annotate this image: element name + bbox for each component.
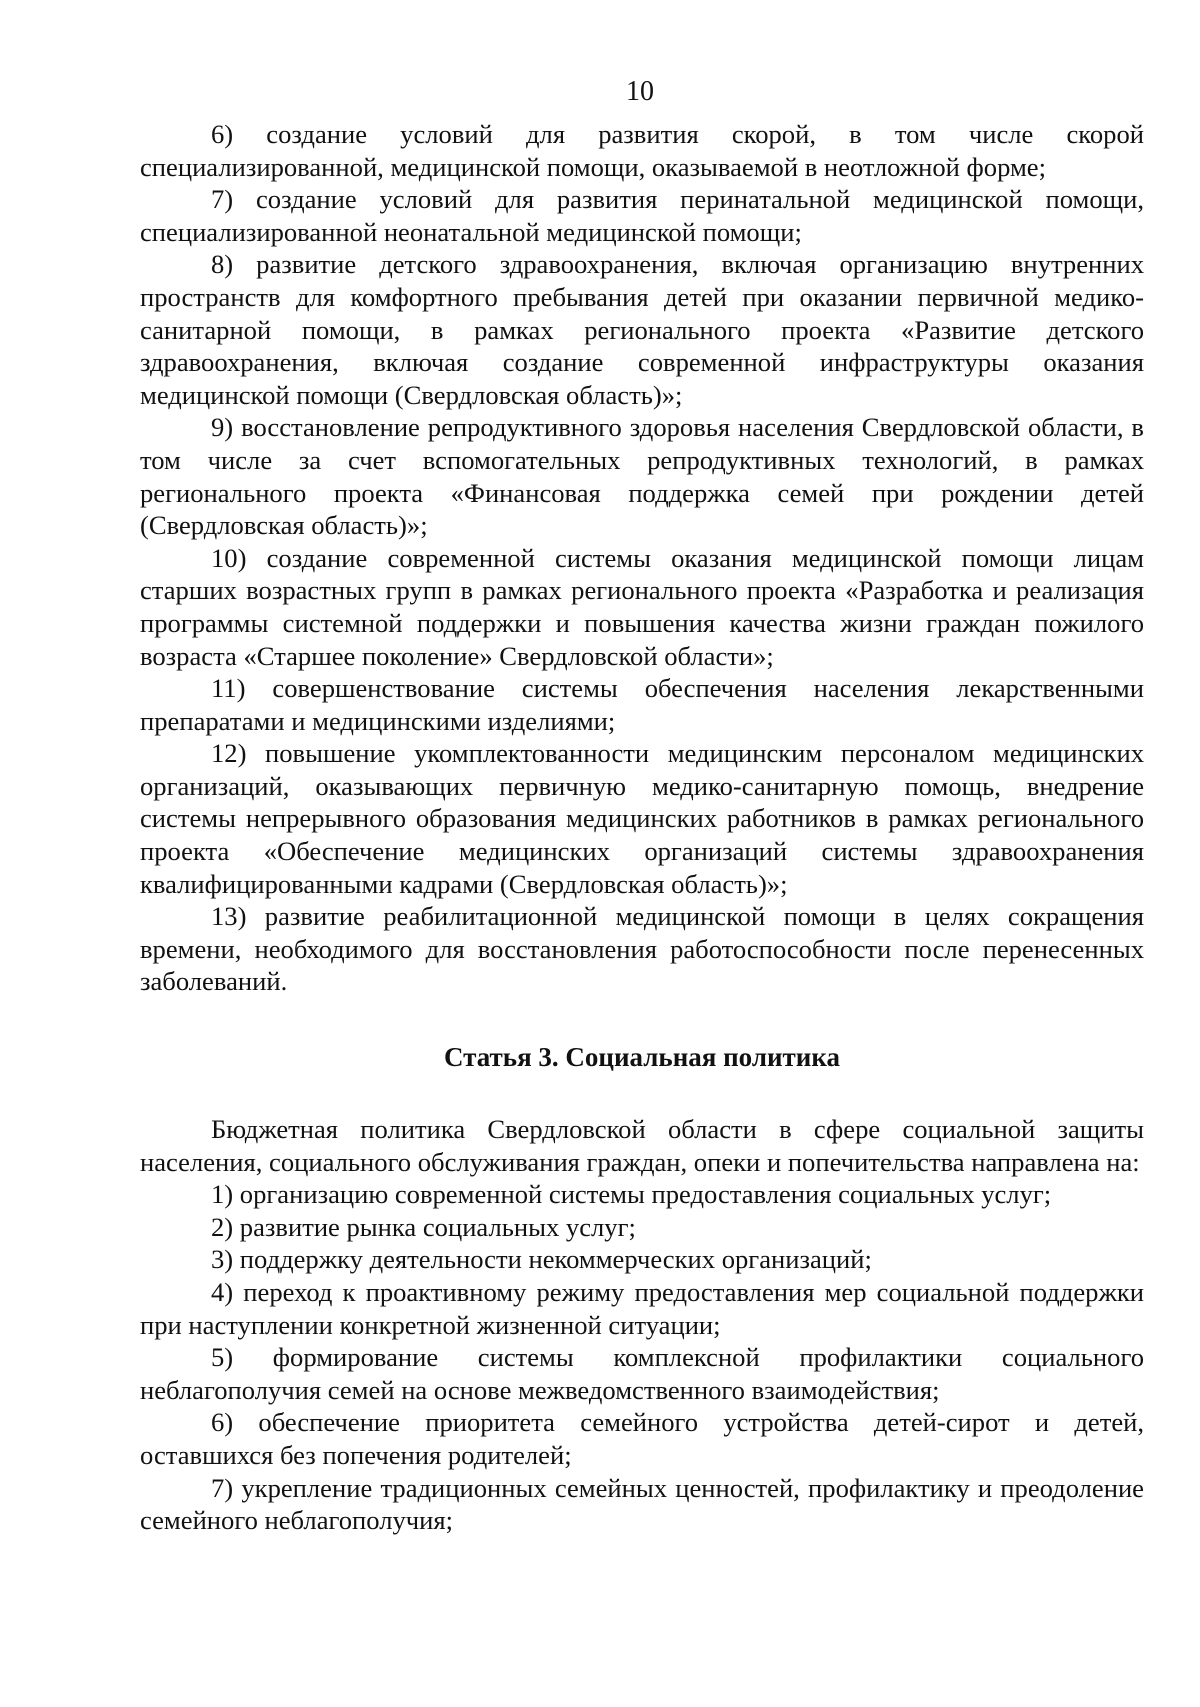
- list-item-13-rehabilitation: 13) развитие реабилитационной медицинской помощи в целях сокращения времени, необходимого для восстановления работоспособности после перенесенных заболеваний.: [140, 901, 1144, 997]
- intro-paragraph: Бюджетная политика Свердловской области в сфере социальной защиты населения, социального обслуживания граждан, опеки и попечительства направлена на:: [140, 1114, 1144, 1177]
- list-item-10-elderly-care: 10) создание современной системы оказания медицинской помощи лицам старших возрастных групп в рамках регионального проекта «Разработка и реализация программы системной поддержки и повышения качества жизни граждан пожилого возраста «Старшее поколение» Свердловской области»;: [140, 542, 1144, 671]
- list-item-12-medical-staffing: 12) повышение укомплектованности медицинским персоналом медицинских организаций, оказывающих первичную медико-санитарную помощь, внедрение системы непрерывного образования медицинских работников в рамках регионального проекта «Обеспечение медицинских организаций системы здравоохранения квалифицированными кадрами (Свердловская область)»;: [140, 738, 1144, 899]
- list-item-6-orphan-placement: 6) обеспечение приоритета семейного устройства детей-сирот и детей, оставшихся без попечения родителей;: [140, 1407, 1144, 1470]
- article-heading: Статья 3. Социальная политика: [444, 1042, 840, 1073]
- list-item-1-social-services-system: 1) организацию современной системы предоставления социальных услуг;: [211, 1179, 1052, 1210]
- list-item-3-nonprofit-support: 3) поддержку деятельности некоммерческих организаций;: [211, 1244, 872, 1275]
- list-item-6-emergency-care: 6) создание условий для развития скорой, в том числе скорой специализированной, медицинской помощи, оказываемой в неотложной форме;: [140, 119, 1144, 182]
- list-item-7-family-values: 7) укрепление традиционных семейных ценностей, профилактику и преодоление семейного неблагополучия;: [140, 1472, 1144, 1536]
- list-item-8-child-healthcare: 8) развитие детского здравоохранения, включая организацию внутренних пространств для комфортного пребывания детей при оказании первичной медико-санитарной помощи, в рамках регионального проекта «Развитие детского здравоохранения, включая создание современной инфраструктуры оказания медицинской помощи (Свердловская область)»;: [140, 249, 1144, 410]
- list-item-4-proactive-support: 4) переход к проактивному режиму предоставления мер социальной поддержки при наступлении конкретной жизненной ситуации;: [140, 1277, 1144, 1340]
- list-item-7-perinatal-care: 7) создание условий для развития перинатальной медицинской помощи, специализированной неонатальной медицинской помощи;: [140, 184, 1144, 247]
- list-item-5-family-prevention: 5) формирование системы комплексной профилактики социального неблагополучия семей на основе межведомственного взаимодействия;: [140, 1342, 1144, 1405]
- page-number: 10: [626, 76, 654, 107]
- list-item-9-reproductive-health: 9) восстановление репродуктивного здоровья населения Свердловской области, в том числе за счет вспомогательных репродуктивных технологий, в рамках регионального проекта «Финансовая поддержка семей при рождении детей (Свердловская область)»;: [140, 412, 1144, 541]
- list-item-2-social-services-market: 2) развитие рынка социальных услуг;: [211, 1211, 636, 1242]
- list-item-11-medicines-supply: 11) совершенствование системы обеспечения населения лекарственными препаратами и медицинскими изделиями;: [140, 673, 1144, 736]
- document-body: [140, 118, 1144, 1537]
